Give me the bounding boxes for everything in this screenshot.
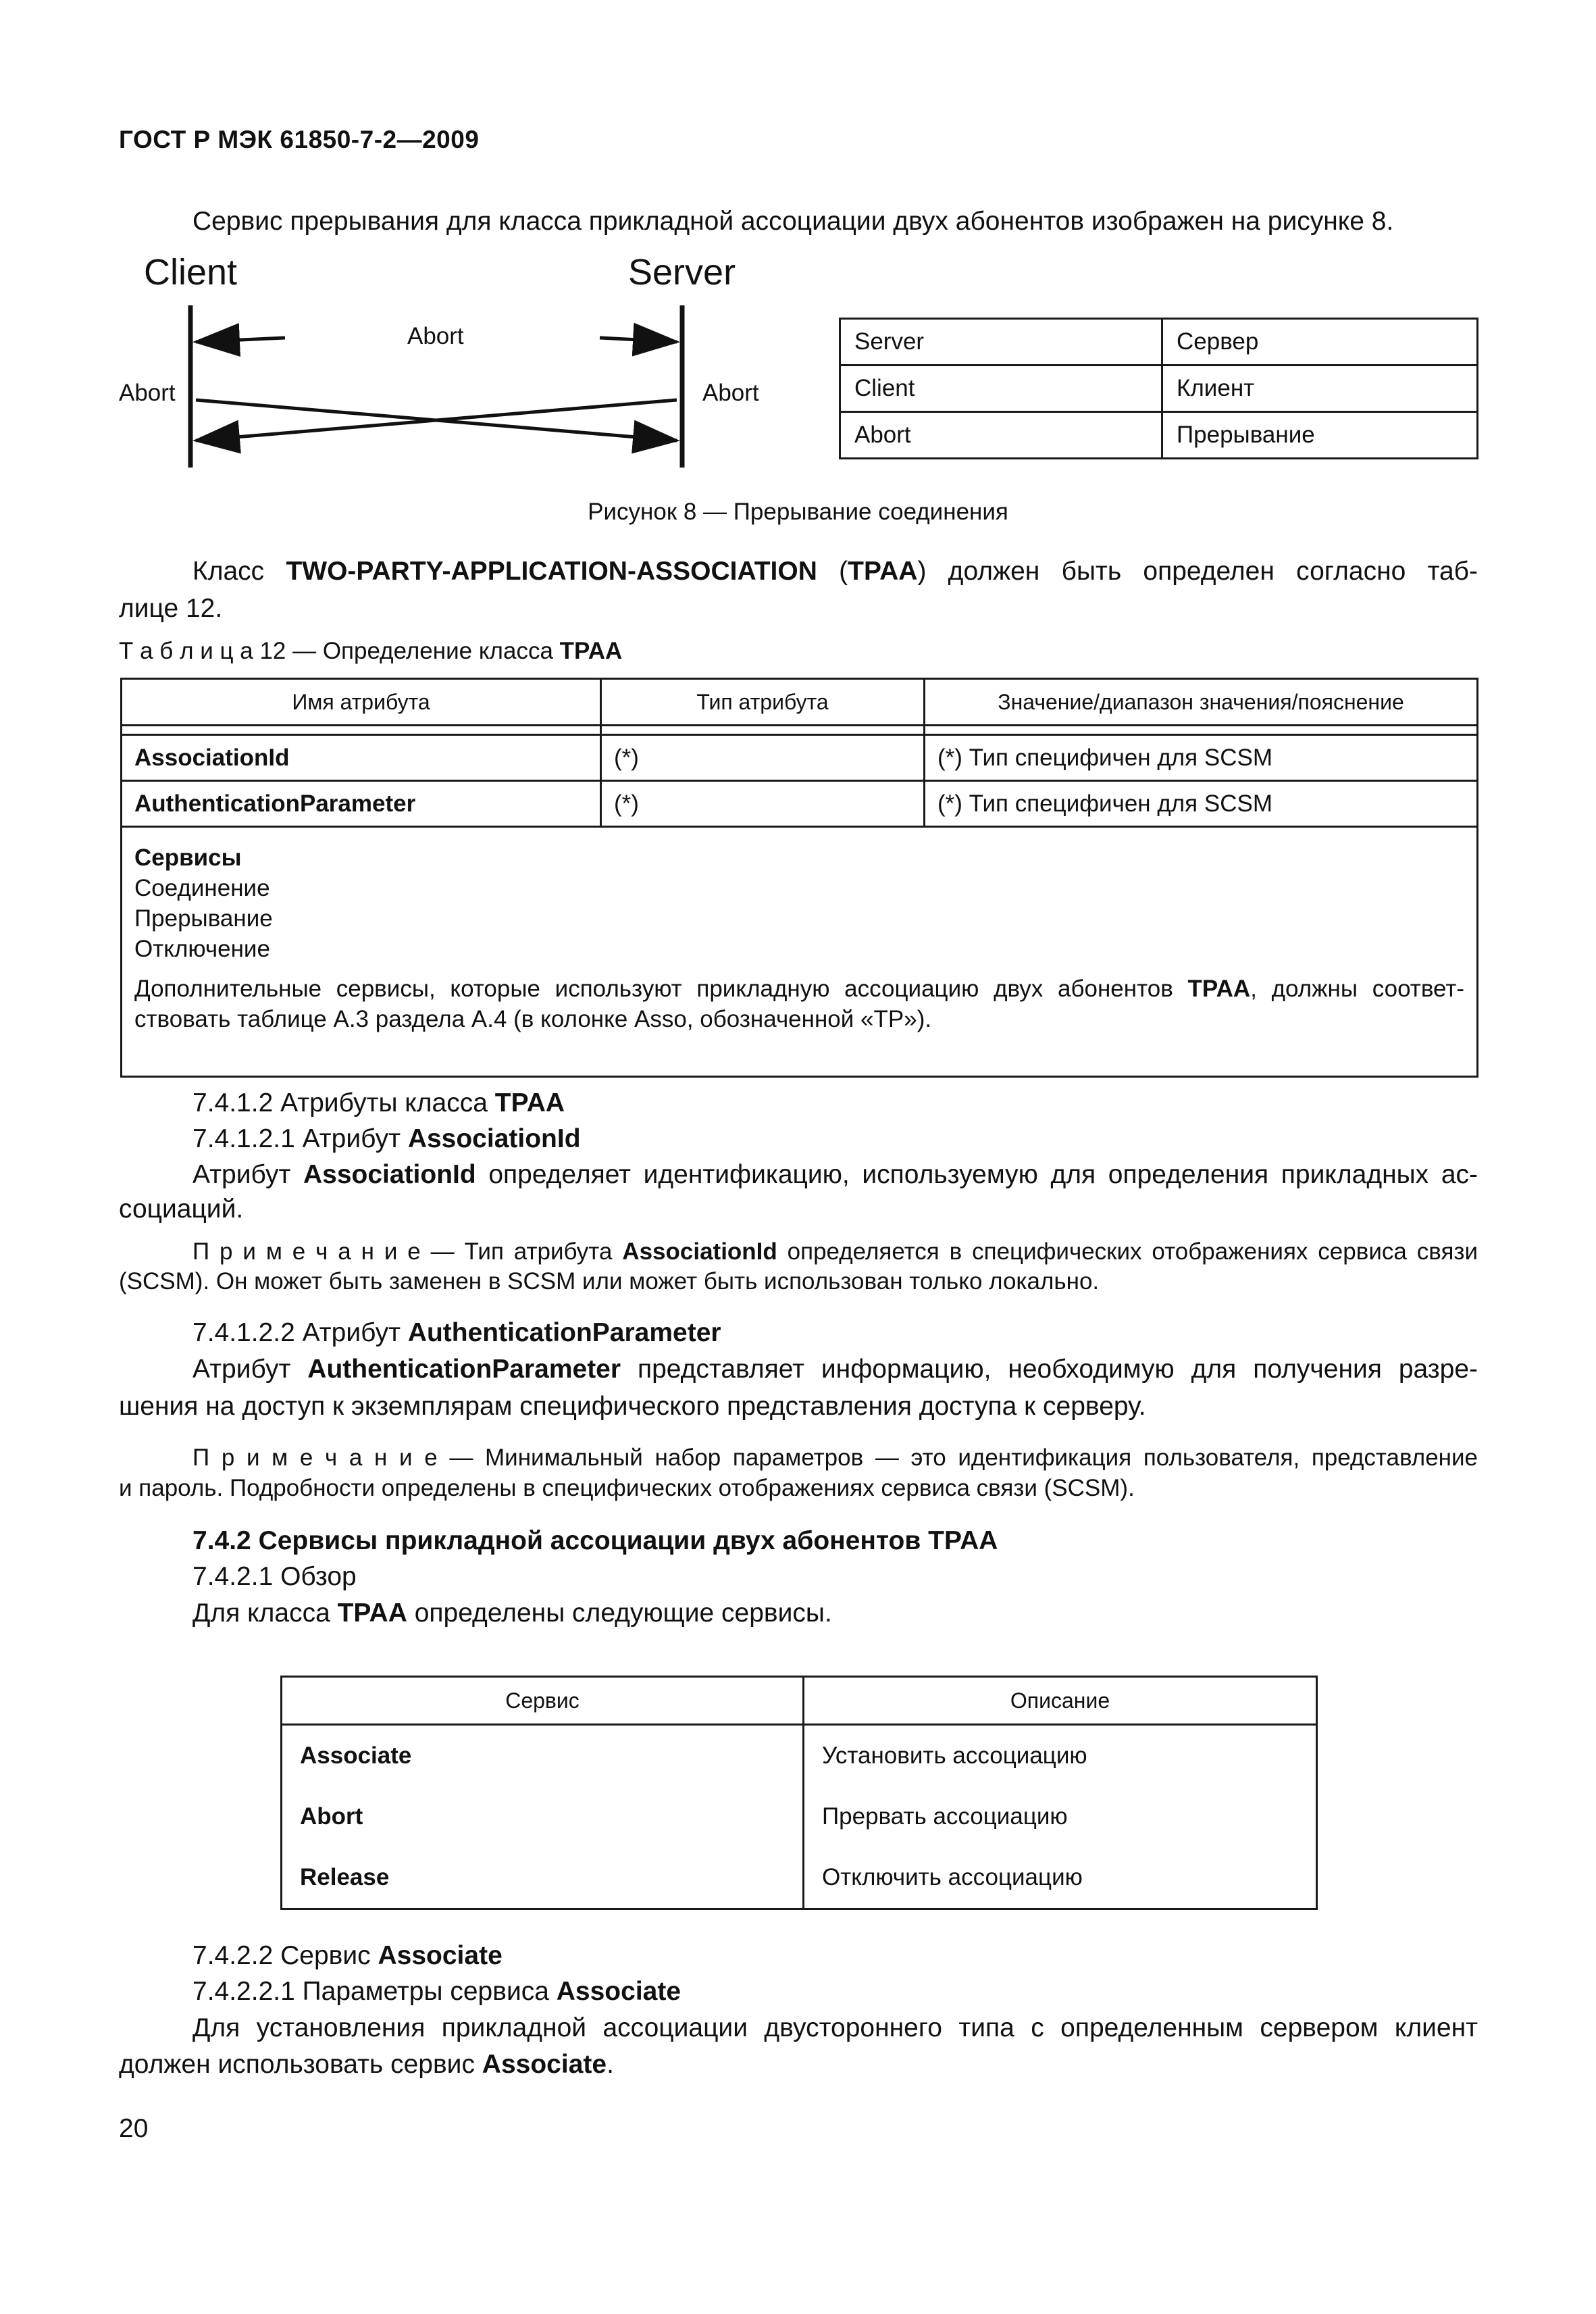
server-label: Server [628, 252, 736, 293]
authentication-paragraph: Атрибут AuthenticationParameter представляет информацию, необходимую для получения разре- [192, 1355, 1478, 1384]
services-row [122, 827, 1478, 1077]
note-authentication: П р и м е ч а н и е — Минимальный набор параметров — это идентификация пользователя, представление [192, 1444, 1478, 1471]
table-row [122, 735, 1478, 781]
legend-row [840, 319, 1478, 366]
legend-row [840, 366, 1478, 412]
client-abort-arrow [196, 338, 285, 342]
column-header: Тип атрибута [601, 679, 925, 726]
column-header: Сервис [282, 1677, 804, 1725]
service-name: Associate [282, 1725, 804, 1787]
association-id-paragraph: Атрибут AssociationId определяет идентификацию, используемую для определения прикладных ас- [192, 1160, 1478, 1189]
service-description: Установить ассоциацию [804, 1725, 1317, 1787]
table12-title: Т а б л и ц а 12 — Определение класса TPAA [119, 638, 623, 664]
service-item: Прерывание [134, 905, 273, 932]
note-association-id-line2: (SCSM). Он может быть заменен в SCSM или может быть использован только локально. [119, 1268, 1100, 1294]
service-item: Соединение [134, 875, 270, 901]
services-cell [122, 827, 1478, 1077]
server-abort-arrow [600, 338, 677, 342]
section-7-4-2-2: 7.4.2.2 Сервис Associate [192, 1941, 503, 1970]
services-note-line2: ствовать таблице A.3 раздела A.4 (в колонке Asso, обозначенной «TP»). [134, 1006, 932, 1032]
table-header-row [122, 679, 1478, 726]
document-header: ГОСТ Р МЭК 61850-7-2—2009 [119, 126, 480, 153]
page-number: 20 [119, 2114, 149, 2143]
attribute-name: AuthenticationParameter [122, 781, 601, 827]
legend-ru: Прерывание [1162, 412, 1478, 459]
table-header-row [282, 1677, 1317, 1725]
column-header: Значение/диапазон значения/пояснение [925, 679, 1478, 726]
section-7-4-2: 7.4.2 Сервисы прикладной ассоциации двух абонентов TPAA [192, 1526, 998, 1555]
note-association-id: П р и м е ч а н и е — Тип атрибута AssociationId определяется в специфических отображениях сервиса связи [192, 1238, 1478, 1265]
section-7-4-2-1: 7.4.2.1 Обзор [192, 1562, 357, 1591]
column-header: Имя атрибута [122, 679, 601, 726]
abort-left-label: Abort [119, 380, 176, 406]
table-row [282, 1786, 1317, 1847]
attribute-name: AssociationId [122, 735, 601, 781]
attribute-type: (*) [601, 735, 925, 781]
legend-en: Server [840, 319, 1162, 366]
section-7-4-1-2: 7.4.1.2 Атрибуты класса TPAA [192, 1088, 565, 1117]
legend-ru: Сервер [1162, 319, 1478, 366]
section-7-4-1-2-1: 7.4.1.2.1 Атрибут AssociationId [192, 1124, 581, 1153]
service-item: Отключение [134, 936, 270, 962]
table-row [282, 1725, 1317, 1787]
figure-caption: Рисунок 8 — Прерывание соединения [588, 499, 1008, 525]
final-paragraph-line2: должен использовать сервис Associate. [119, 2050, 614, 2079]
table-row [282, 1847, 1317, 1909]
legend-table [839, 318, 1478, 459]
intro-paragraph: Сервис прерывания для класса прикладной ассоциации двух абонентов изображен на рисунке 8. [192, 207, 1394, 236]
service-description: Отключить ассоциацию [804, 1847, 1317, 1909]
client-label: Client [144, 252, 238, 293]
service-name: Abort [282, 1786, 804, 1847]
table-spacer-row [122, 726, 1478, 735]
authentication-paragraph-line2: шения на доступ к экземплярам специфического представления доступа к серверу. [119, 1392, 1146, 1421]
legend-ru: Клиент [1162, 366, 1478, 412]
abort-right-label: Abort [702, 380, 759, 406]
overview-paragraph: Для класса TPAA определены следующие сервисы. [192, 1599, 832, 1628]
table-row [122, 781, 1478, 827]
legend-row [840, 412, 1478, 459]
abort-top-label: Abort [407, 323, 464, 349]
legend-en: Abort [840, 412, 1162, 459]
class-def-paragraph: Класс TWO-PARTY-APPLICATION-ASSOCIATION (TPAA) должен быть определен согласно таб- [192, 557, 1478, 586]
association-id-paragraph-line2: социаций. [119, 1194, 244, 1224]
services-title: Сервисы [134, 845, 242, 871]
attribute-value: (*) Тип специфичен для SCSM [925, 735, 1478, 781]
note-authentication-line2: и пароль. Подробности определены в специфических отображениях сервиса связи (SCSM). [119, 1475, 1135, 1501]
attribute-value: (*) Тип специфичен для SCSM [925, 781, 1478, 827]
tpaa-definition-table [120, 678, 1478, 1078]
services-note: Дополнительные сервисы, которые используют прикладную ассоциацию двух абонентов TPAA, должны соответ- [134, 976, 1465, 1002]
section-7-4-1-2-2: 7.4.1.2.2 Атрибут AuthenticationParameter [192, 1318, 721, 1347]
section-7-4-2-2-1: 7.4.2.2.1 Параметры сервиса Associate [192, 1977, 681, 2006]
legend-en: Client [840, 366, 1162, 412]
class-def-line2: лице 12. [119, 594, 223, 623]
column-header: Описание [804, 1677, 1317, 1725]
services-table [280, 1676, 1318, 1910]
service-name: Release [282, 1847, 804, 1909]
service-description: Прервать ассоциацию [804, 1786, 1317, 1847]
final-paragraph: Для установления прикладной ассоциации двустороннего типа с определенным сервером клиент [192, 2013, 1478, 2042]
attribute-type: (*) [601, 781, 925, 827]
